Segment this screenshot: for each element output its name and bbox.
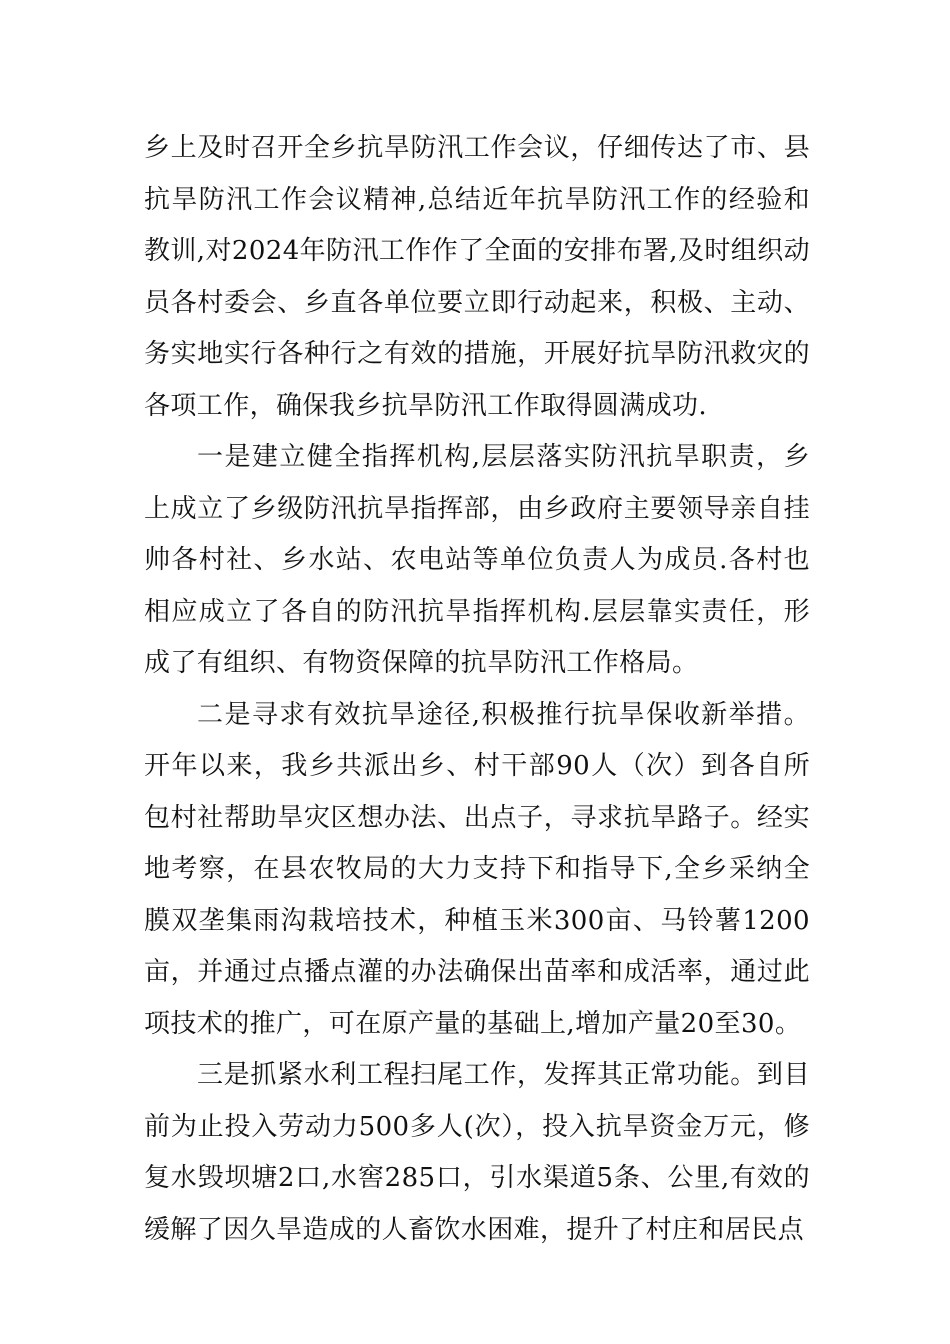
- paragraph-command-structure: 一是建立健全指挥机构,层层落实防汛抗旱职责，乡上成立了乡级防汛抗旱指挥部，由乡政府主要领导亲自挂帅各村社、乡水站、农电站等单位负责人为成员.各村也相应成立了各自的防汛抗旱指挥机构.层层靠实责任，形成了有组织、有物资保障的抗旱防汛工作格局。: [144, 442, 810, 678]
- paragraph-water-projects: 三是抓紧水利工程扫尾工作，发挥其正常功能。到目前为止投入劳动力500多人(次），投入抗旱资金万元，修复水毁坝塘2口,水窖285口，引水渠道5条、公里,有效的缓解了因久旱造成的人畜饮水困难，提升了村庄和居民点: [144, 1060, 810, 1245]
- document-body: [144, 123, 810, 1256]
- paragraph-drought-measures: 二是寻求有效抗旱途径,积极推行抗旱保收新举措。开年以来，我乡共派出乡、村干部90人（次）到各自所包村社帮助旱灾区想办法、出点子，寻求抗旱路子。经实地考察，在县农牧局的大力支持下和指导下,全乡采纳全膜双垄集雨沟栽培技术，种植玉米300亩、马铃薯1200亩，并通过点播点灌的办法确保出苗率和成活率，通过此项技术的推广，可在原产量的基础上,增加产量20至30。: [144, 699, 810, 1039]
- paragraph-intro: 乡上及时召开全乡抗旱防汛工作会议，仔细传达了市、县抗旱防汛工作会议精神,总结近年抗旱防汛工作的经验和教训,对2024年防汛工作作了全面的安排布署,及时组织动员各村委会、乡直各单位要立即行动起来，积极、主动、务实地实行各种行之有效的措施，开展好抗旱防汛救灾的各项工作，确保我乡抗旱防汛工作取得圆满成功.: [144, 133, 810, 421]
